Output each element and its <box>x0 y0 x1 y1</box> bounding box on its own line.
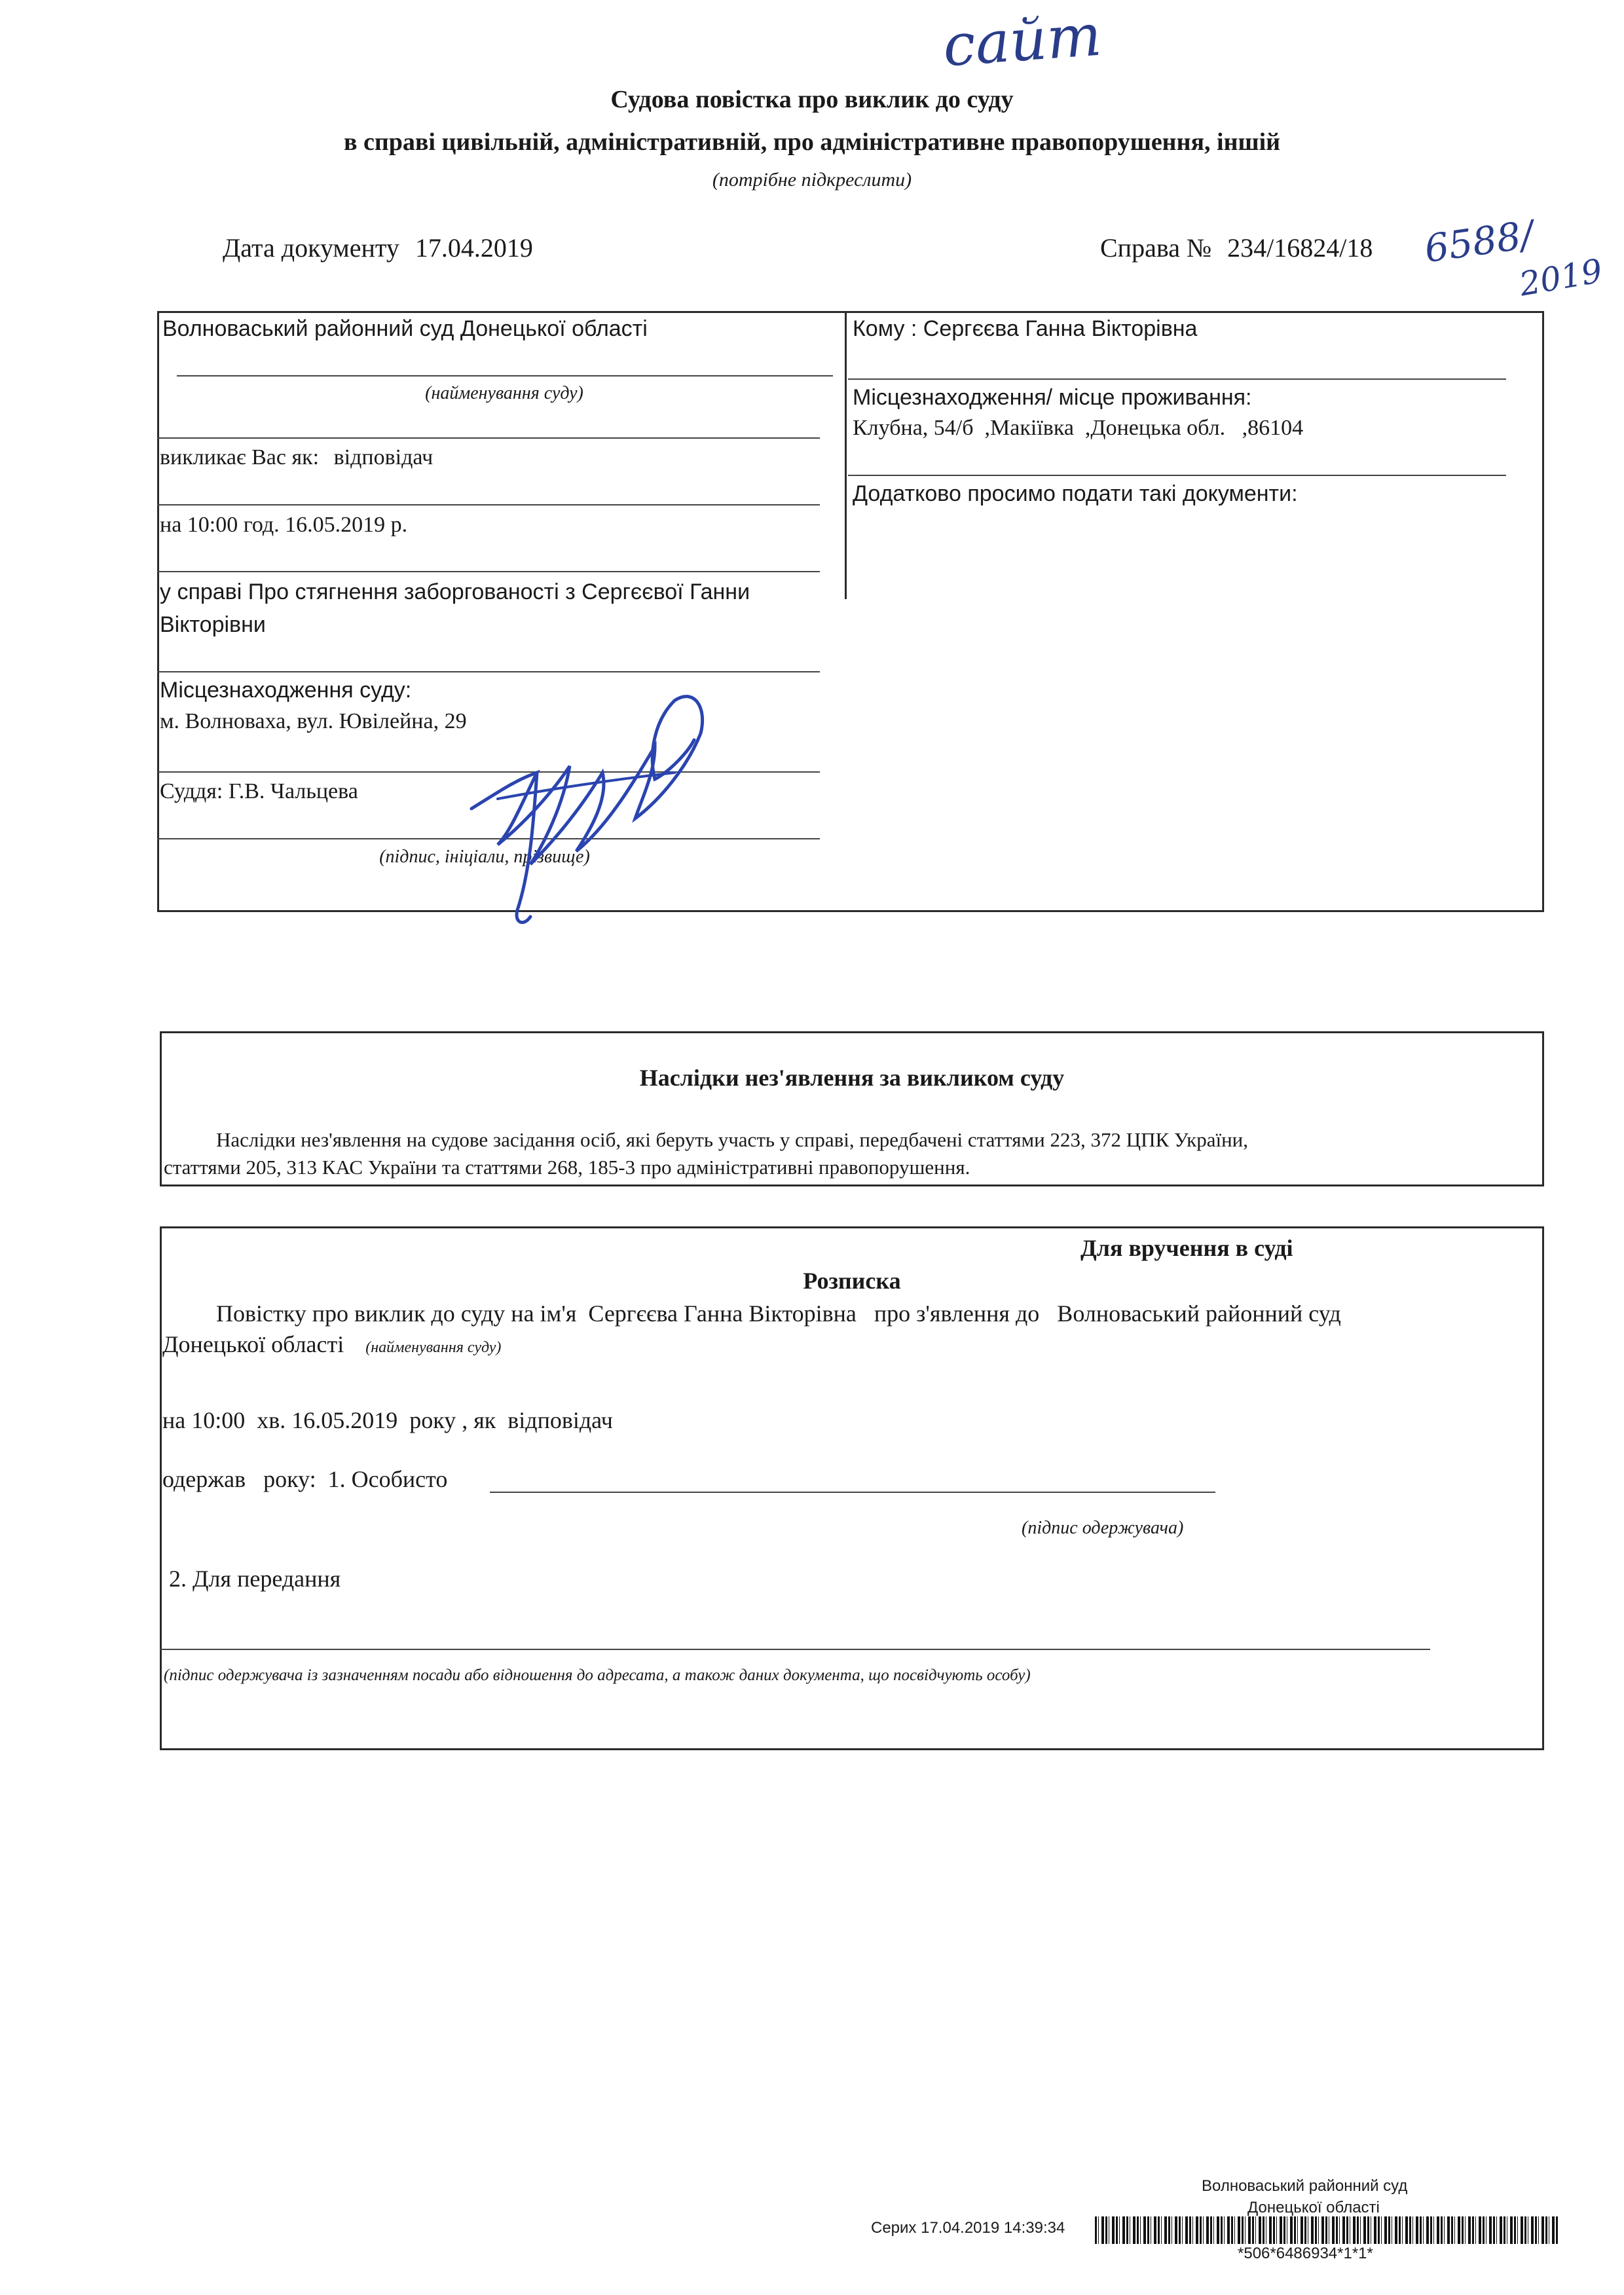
column-divider <box>845 311 847 599</box>
address-label: Місцезнаходження/ місце проживання: <box>853 385 1252 410</box>
hearing-time: на 10:00 год. 16.05.2019 р. <box>160 513 408 537</box>
rule <box>848 378 1506 380</box>
court-location-value: м. Волноваха, вул. Ювілейна, 29 <box>160 709 467 733</box>
court-caption: (найменування суду) <box>425 383 583 403</box>
case-subject-line1: у справі Про стягнення заборгованості з Сергєєвої Ганни <box>160 579 750 604</box>
underline-note: (потрібне підкреслити) <box>712 169 912 191</box>
bottom-caption: (підпис одержувача із зазначенням посади або відношення до адресата, а також даних документа, що посвідчують особу) <box>164 1666 1031 1684</box>
signature-rule <box>490 1492 1215 1493</box>
recipient-caption: (підпис одержувача) <box>1022 1518 1184 1538</box>
signature-caption: (підпис, ініціали, прізвище) <box>379 847 590 867</box>
receipt-hearing-time: на 10:00 хв. 16.05.2019 року , як відповідач <box>162 1407 613 1433</box>
document-date <box>223 232 533 263</box>
received-line: одержав року: 1. Особисто <box>162 1466 448 1492</box>
calls-role: відповідач <box>333 445 434 469</box>
court-location-label: Місцезнаходження суду: <box>160 678 412 703</box>
case-subject-line2: Вікторівни <box>160 612 266 637</box>
consequences-text-line1: Наслідки нез'явлення на судове засідання осіб, які беруть участь у справі, передбачені статтями 223, 372 ЦПК України, <box>216 1128 1249 1151</box>
rule <box>848 475 1506 476</box>
barcode-number: *506*6486934*1*1* <box>1238 2245 1373 2262</box>
case-value: 234/16824/18 <box>1227 233 1373 263</box>
rule <box>177 375 833 376</box>
transfer-line: 2. Для передання <box>169 1566 341 1592</box>
rule <box>157 571 820 572</box>
footer-stamp-line: Серих 17.04.2019 14:39:34 <box>871 2219 1065 2237</box>
for-court-label: Для вручення в суді <box>1080 1235 1293 1261</box>
consequences-title: Наслідки нез'явлення за викликом суду <box>639 1065 1065 1091</box>
footer-court-line1: Волноваський районний суд <box>1202 2177 1408 2195</box>
document-title: Судова повістка про виклик до суду <box>610 86 1014 113</box>
case-label: Справа № <box>1100 233 1212 263</box>
receipt-title: Розписка <box>803 1268 901 1294</box>
addressee: Кому : Сергєєва Ганна Вікторівна <box>853 316 1198 341</box>
rule <box>157 437 820 439</box>
judge-name: Суддя: Г.В. Чальцева <box>160 779 358 803</box>
rule <box>157 671 820 672</box>
transfer-rule <box>160 1649 1430 1650</box>
consequences-text-line2: статтями 205, 313 КАС України та статтями 268, 185-3 про адміністративні правопорушення. <box>164 1156 970 1179</box>
receipt-line2 <box>162 1331 501 1358</box>
calls-as <box>160 445 433 470</box>
receipt-line1: Повістку про виклик до суду на ім'я Сергєєва Ганна Вікторівна про з'явлення до Волноваський районний суд <box>216 1300 1341 1327</box>
date-label: Дата документу <box>223 233 399 263</box>
date-value: 17.04.2019 <box>415 233 533 263</box>
address-value: Клубна, 54/б ,Макіївка ,Донецька обл. ,86104 <box>853 416 1304 440</box>
handwritten-note: сайт <box>940 1 1104 80</box>
case-number <box>1100 232 1373 263</box>
rule <box>157 504 820 505</box>
document-subtitle: в справі цивільній, адміністративній, про адміністративне правопорушення, іншій <box>343 128 1281 156</box>
documents-request: Додатково просимо подати такі документи: <box>853 481 1298 506</box>
receipt-court-name: Донецької області <box>162 1331 344 1357</box>
barcode <box>1095 2216 1559 2244</box>
calls-label: викликає Вас як: <box>160 445 320 469</box>
court-name: Волноваський районний суд Донецької області <box>162 316 648 341</box>
handwritten-case-year: 2019 <box>1516 251 1606 304</box>
receipt-court-caption: (найменування суду) <box>365 1339 502 1356</box>
footer-court-line2: Донецької області <box>1247 2199 1380 2216</box>
handwritten-case-suffix: 6588/ <box>1422 211 1537 272</box>
judge-signature <box>458 674 747 936</box>
